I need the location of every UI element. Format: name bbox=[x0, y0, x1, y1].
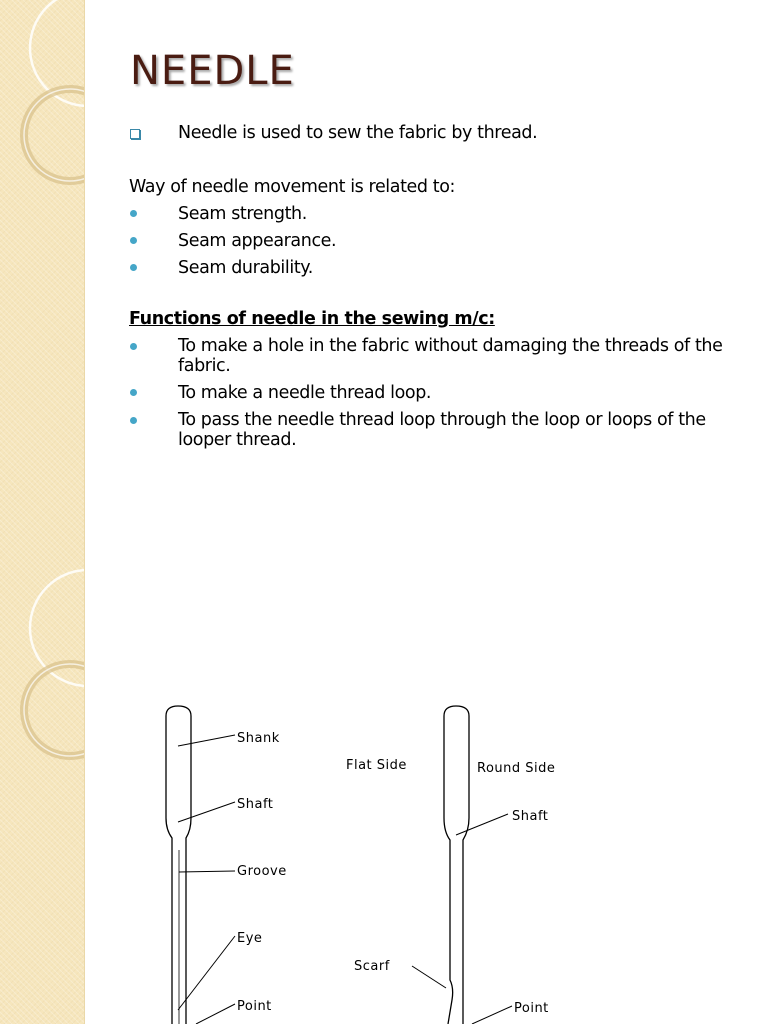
label-scarf: Scarf bbox=[354, 959, 390, 974]
dot-bullet-icon bbox=[130, 264, 137, 271]
label-right-point: Point bbox=[514, 1001, 549, 1016]
label-shank: Shank bbox=[237, 731, 280, 746]
slide-title: NEEDLE bbox=[130, 48, 295, 94]
list-item-text: Seam strength. bbox=[178, 204, 307, 224]
label-point: Point bbox=[237, 999, 272, 1014]
list-item-text: To pass the needle thread loop through the loop or loops of the looper thread. bbox=[178, 410, 706, 450]
list-item-text: To make a hole in the fabric without damaging the threads of the fabric. bbox=[178, 336, 723, 376]
square-bullet-icon bbox=[130, 129, 140, 139]
list-item-text: Seam appearance. bbox=[178, 231, 337, 251]
label-groove: Groove bbox=[237, 864, 287, 879]
right-needle-drawing bbox=[444, 706, 469, 1024]
slide-body bbox=[129, 122, 749, 450]
list-item bbox=[129, 410, 749, 450]
list-item bbox=[129, 203, 749, 225]
label-shaft: Shaft bbox=[237, 797, 274, 812]
list-item bbox=[129, 257, 749, 279]
dot-bullet-icon bbox=[130, 389, 137, 396]
movement-heading: Way of needle movement is related to: bbox=[129, 177, 456, 197]
intro-item bbox=[129, 122, 749, 144]
list-item bbox=[129, 382, 749, 404]
list-item-text: Seam durability. bbox=[178, 258, 313, 278]
label-round-side: Round Side bbox=[477, 761, 556, 776]
functions-heading: Functions of needle in the sewing m/c: bbox=[129, 309, 495, 329]
decorative-sidebar bbox=[0, 0, 85, 1024]
list-item-text: To make a needle thread loop. bbox=[178, 383, 432, 403]
sidebar-ring-decoration bbox=[0, 0, 84, 1024]
dot-bullet-icon bbox=[130, 417, 137, 424]
list-item bbox=[129, 230, 749, 252]
needle-diagram bbox=[120, 690, 640, 1024]
list-item bbox=[129, 336, 749, 376]
intro-text: Needle is used to sew the fabric by thread. bbox=[178, 123, 538, 143]
label-eye: Eye bbox=[237, 931, 263, 946]
dot-bullet-icon bbox=[130, 343, 137, 350]
dot-bullet-icon bbox=[130, 237, 137, 244]
label-flat-side: Flat Side bbox=[346, 758, 407, 773]
left-needle-drawing bbox=[166, 706, 191, 1024]
dot-bullet-icon bbox=[130, 210, 137, 217]
label-right-shaft: Shaft bbox=[512, 809, 549, 824]
